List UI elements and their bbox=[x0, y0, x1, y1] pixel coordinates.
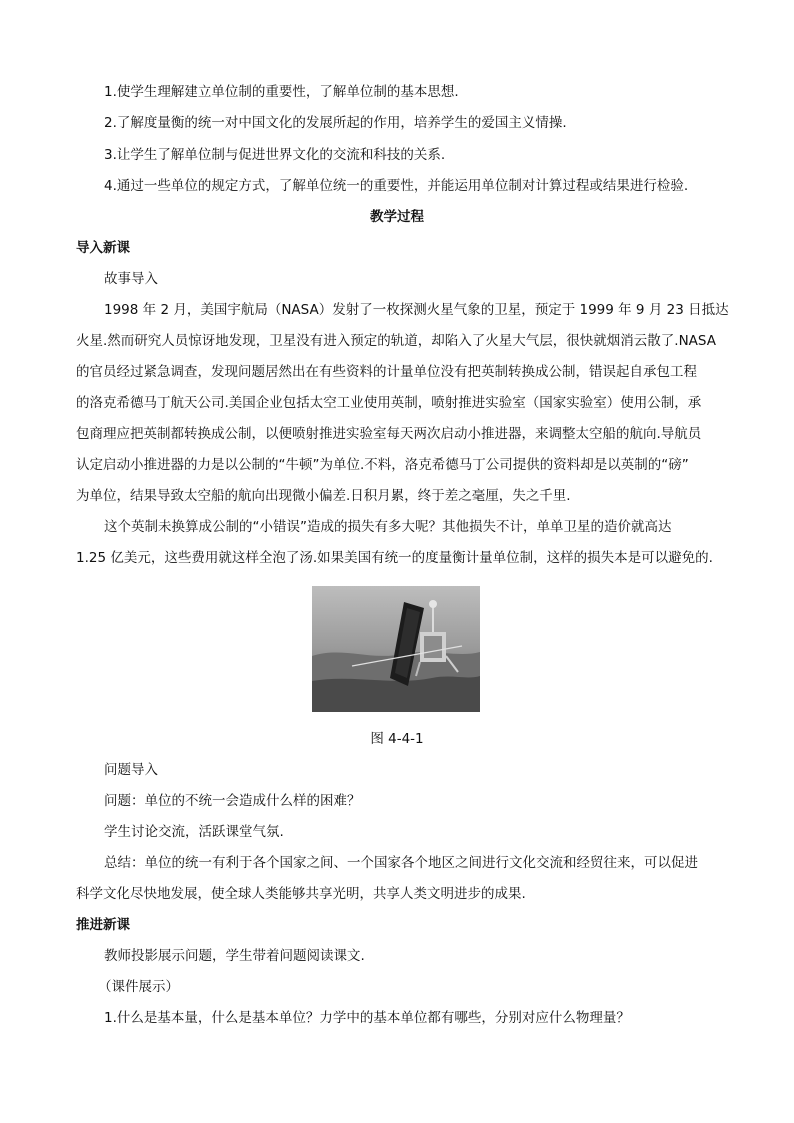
intro-heading: 导入新课 bbox=[76, 240, 130, 256]
question-label: 问题导入 bbox=[104, 762, 158, 778]
advance-heading: 推进新课 bbox=[76, 917, 130, 933]
question-text: 问题：单位的不统一会造成什么样的困难？ bbox=[104, 793, 361, 809]
satellite-illustration bbox=[312, 586, 480, 712]
story-label: 故事导入 bbox=[104, 271, 158, 287]
story-line: 认定启动小推进器的力是以公制的“牛顿”为单位.不料，洛克希德马丁公司提供的资料却是以英制的“磅” bbox=[76, 457, 689, 473]
objective-2: 2.了解度量衡的统一对中国文化的发展所起的作用，培养学生的爱国主义情操. bbox=[104, 115, 567, 131]
story-line: 的官员经过紧急调查，发现问题居然出在有些资料的计量单位没有把英制转换成公制，错误起自承包工程 bbox=[76, 364, 697, 380]
courseware-label: （课件展示） bbox=[98, 979, 179, 995]
story-line: 1998 年 2 月，美国宇航局（NASA）发射了一枚探测火星气象的卫星，预定于 1999 年 9 月 23 日抵达 bbox=[104, 302, 729, 318]
objective-3: 3.让学生了解单位制与促进世界文化的交流和科技的关系. bbox=[104, 147, 446, 163]
question-1: 1.什么是基本量，什么是基本单位？力学中的基本单位都有哪些，分别对应什么物理量？ bbox=[104, 1010, 630, 1026]
loss-line: 这个英制未换算成公制的“小错误”造成的损失有多大呢？其他损失不计，单单卫星的造价就高达 bbox=[104, 519, 672, 535]
story-line: 火星.然而研究人员惊讶地发现，卫星没有进入预定的轨道，却陷入了火星大气层，很快就烟消云散了.NASA bbox=[76, 333, 716, 349]
loss-line: 1.25 亿美元，这些费用就这样全泡了汤.如果美国有统一的度量衡计量单位制，这样的损失本是可以避免的. bbox=[76, 550, 713, 566]
story-line: 的洛克希德马丁航天公司.美国企业包括太空工业使用英制，喷射推进实验室（国家实验室）使用公制，承 bbox=[76, 395, 702, 411]
discussion-text: 学生讨论交流，活跃课堂气氛. bbox=[104, 824, 284, 840]
section-title: 教学过程 bbox=[370, 209, 424, 225]
figure-caption: 图 4-4-1 bbox=[370, 731, 424, 747]
objective-1: 1.使学生理解建立单位制的重要性，了解单位制的基本思想. bbox=[104, 84, 459, 100]
story-line: 为单位，结果导致太空船的航向出现微小偏差.日积月累，终于差之毫厘，失之千里. bbox=[76, 488, 571, 504]
story-line: 包商理应把英制都转换成公制，以便喷射推进实验室每天两次启动小推进器，来调整太空船的航向.导航员 bbox=[76, 426, 702, 442]
summary-line: 总结：单位的统一有利于各个国家之间、一个国家各个地区之间进行文化交流和经贸往来，可以促进 bbox=[104, 855, 698, 871]
satellite-photo bbox=[312, 586, 480, 712]
objective-4: 4.通过一些单位的规定方式，了解单位统一的重要性，并能运用单位制对计算过程或结果进行检验. bbox=[104, 178, 689, 194]
summary-line: 科学文化尽快地发展，使全球人类能够共享光明，共享人类文明进步的成果. bbox=[76, 886, 526, 902]
teacher-line: 教师投影展示问题，学生带着问题阅读课文. bbox=[104, 948, 365, 964]
